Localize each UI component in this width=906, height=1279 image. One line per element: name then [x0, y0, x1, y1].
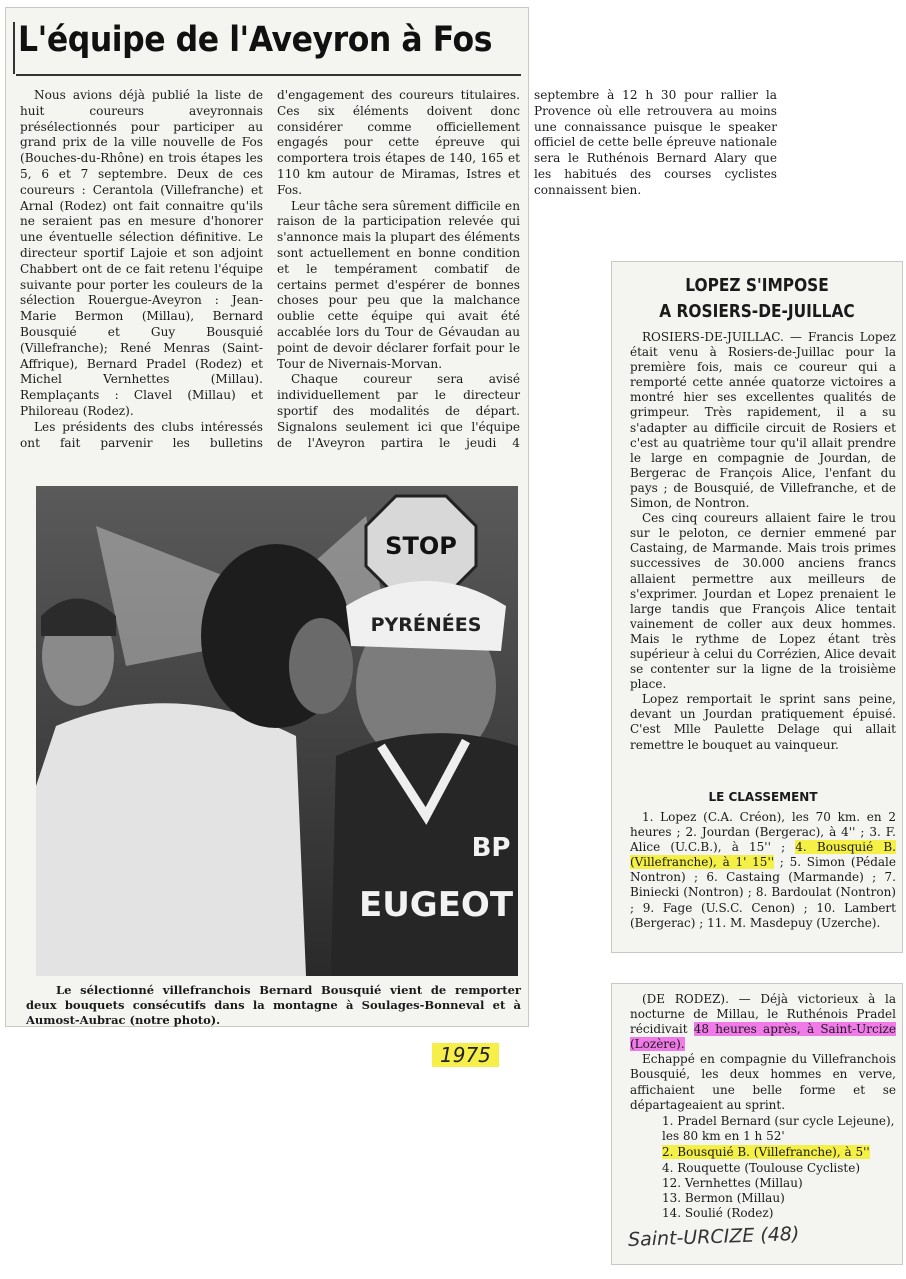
- woman-jacket: [36, 703, 306, 976]
- result-row: 1. Pradel Bernard (sur cycle Lejeune), les 80 km en 1 h 52': [662, 1114, 895, 1143]
- result-row: 4. Rouquette (Toulouse Cycliste): [662, 1161, 861, 1175]
- result-row: 12. Vernhettes (Millau): [662, 1176, 803, 1190]
- results-text: ; 5. Simon (Pédale Nontron) ; 6. Castaing (Marmande) ; 7. Biniecki (Nontron) ; 8. Bardoulat (Nontron) ; 9. Fage (U.S.C. Cenon) ; 10. Lambert (Bergerac) ; 11. M. Masdepuy (Uzerche).: [630, 855, 896, 930]
- article-paragraph: ROSIERS-DE-JUILLAC. — Francis Lopez était venu à Rosiers-de-Juillac pour la première fois, mais ce coureur qui a remporté cette année quatorze victoires a montré hier ses excellentes qualités de grimpeur. Très rapidement, il a su s'adapter au difficile circuit de Rosiers et c'est au quatrième tour qu'il allait prendre le large en compagnie de Jourdan, de Bergerac de François Alice, l'enfant du pays ; de Bousquié, de Villefranche, et de Simon, de Nontron.: [630, 330, 896, 511]
- result-row: [662, 1145, 902, 1160]
- cap-text: PYRÉNÉES: [370, 614, 482, 636]
- results-text: 1. Lopez (C.A. Créon), les 70 km. en 2 heures ; 2. Jourdan (Bergerac), à 4'' ; 3. F. Alice (U.C.B.), à 15'' ;: [630, 810, 896, 855]
- results-title: LE CLASSEMENT: [708, 790, 818, 804]
- headline-rule: [16, 74, 521, 76]
- stop-sign-text: STOP: [385, 532, 457, 560]
- article-body: [630, 330, 896, 753]
- result-row: 13. Bermon (Millau): [662, 1191, 785, 1205]
- article-headline-line-2: A ROSIERS-DE-JUILLAC: [659, 302, 855, 322]
- article-paragraph: Chaque coureur sera avisé individuellement par le directeur sportif des modalités de départ. Signalons seulement ici que l'équipe de l'Aveyron partira le jeudi 4 septembre à 12 h 30 pour rallier la Provence où elle retrouvera au moins une connaissance puisque le speaker officiel de cette belle épreuve nationale sera le Ruthénois Bernard Alary que les habitués des courses cyclistes connaissent bien.: [277, 88, 777, 450]
- headline-rule-vertical: [13, 22, 15, 74]
- newspaper-photo: [36, 486, 518, 976]
- highlighted-result: 4. Bousquié B. (Villefranche), à 1' 15'': [630, 840, 896, 870]
- jersey-text-bp: BP: [471, 833, 511, 863]
- article-paragraph: Lopez remportait le sprint sans peine, devant un Jourdan pratiquement épuisé. C'est Mlle Paulette Delage qui allait remettre le bouquet au vainqueur.: [630, 692, 896, 752]
- article-paragraph: Nous avions déjà publié la liste de huit coureurs aveyronnais présélectionnés pour participer au grand prix de la ville nouvelle de Fos (Bouches-du-Rhône) en trois étapes les 5, 6 et 7 septembre. Deux de ces coureurs : Cerantola (Villefranche) et Arnal (Rodez) ont fait connaitre qu'ils ne seraient pas en mesure d'honorer une éventuelle sélection définitive. Le directeur sportif Lajoie et son adjoint Chabbert ont de ce fait retenu l'équipe suivante pour porter les couleurs de la sélection Rouergue-Aveyron : Jean-Marie Bermon (Millau), Bernard Bousquié et Guy Bousquié (Villefranche); René Menras (Saint-Affrique), Bernard Pradel (Rodez) et Michel Vernhettes (Millau). Remplaçants : Clavel (Millau) et Philoreau (Rodez).: [20, 88, 263, 418]
- result-row: 14. Soulié (Rodez): [662, 1206, 774, 1220]
- photo-illustration: [36, 486, 518, 976]
- article-paragraph: Les présidents des clubs intéressés ont fait parvenir les bulletins d'engagement des coureurs titulaires. Ces six éléments doivent donc considérer comme officiellement engagés pour cette épreuve qui comportera trois étapes de 140, 165 et 110 km autour de Miramas, Istres et Fos.: [20, 88, 520, 450]
- article-clipping-saint-urcize: [612, 984, 902, 1264]
- article-headline: L'équipe de l'Aveyron à Fos: [18, 20, 493, 60]
- highlighted-result: 2. Bousquié B. (Villefranche), à 5'': [662, 1145, 870, 1159]
- article-text: (DE RODEZ). — Déjà victorieux à la nocturne de Millau, le Ruthénois Pradel récidivait: [630, 992, 896, 1037]
- article-body: [630, 992, 896, 1113]
- article-clipping-rosiers: [612, 262, 902, 952]
- year-annotation: 1975: [432, 1043, 499, 1067]
- handwritten-annotation: Saint-URCIZE (48): [627, 1223, 800, 1251]
- article-headline-line-1: LOPEZ S'IMPOSE: [685, 276, 829, 296]
- highlighted-text: 48 heures après, à Saint-Urcize (Lozère).: [630, 1022, 896, 1052]
- jersey-text-peugeot: EUGEOT: [358, 885, 514, 925]
- photo-caption: Le sélectionné villefranchois Bernard Bousquié vient de remporter deux bouquets consécutifs dans la montagne à Soulages-Bonneval et à Aumost-Aubrac (notre photo).: [26, 983, 521, 1027]
- article-paragraph: Leur tâche sera sûrement difficile en raison de la participation relevée qui s'annonce mais la plupart des éléments sont actuellement en bonne condition et le tempérament combatif de certains permet d'espérer de bonnes choses pour peu que la malchance oublie cette équipe qui avait été accablée lors du Tour de Gévaudan au point de devoir déclarer forfait pour le Tour de Nivernais-Morvan.: [277, 198, 520, 371]
- article-paragraph: Echappé en compagnie du Villefranchois Bousquié, les deux hommes en verve, affichaient une belle forme et se départageaient au sprint.: [630, 1052, 896, 1112]
- results-list: [630, 810, 896, 931]
- article-paragraph: Ces cinq coureurs allaient faire le trou sur le peloton, ce dernier emmené par Castaing, de Marmande. Mais trois primes successives de 30.000 anciens francs allaient permettre aux meilleurs de s'exprimer. Jourdan et Lopez prenaient le large tandis que François Alice tentait vainement de coller aux deux hommes. Mais le rythme de Lopez étant très supérieur à celui du Corrézien, Alice devait se contenter sur la ligne de la troisième place.: [630, 511, 896, 692]
- woman-face: [289, 618, 353, 714]
